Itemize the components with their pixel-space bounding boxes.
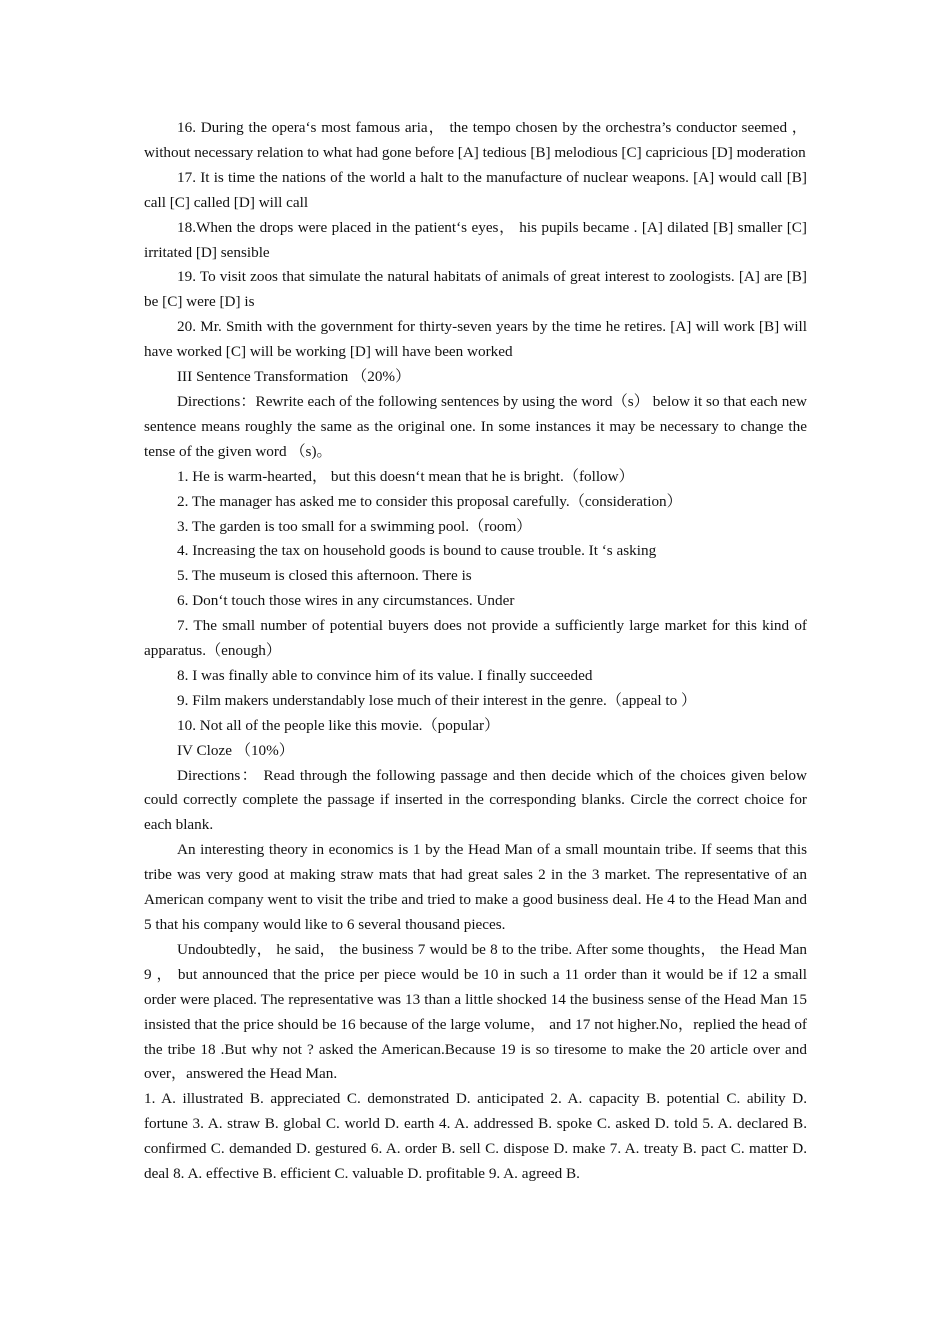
transformation-item-4: 4. Increasing the tax on household goods is bound to cause trouble. It ‘s asking: [177, 542, 657, 560]
cloze-options-block: 1. A. illustrated B. appreciated C. demonstrated D. anticipated 2. A. capacity B. potential C. ability D. fortune 3. A. straw B. global C. world D. earth 4. A. addressed B. spoke C. asked D. told 5. A. declared B. confirmed C. demanded D. gestured 6. A. order B. sell C. dispose D. make 7. A. treaty B. pact C. matter D. deal 8. A. effective B. efficient C. valuable D. profitable 9. A. agreed B.: [144, 1090, 807, 1183]
cloze-passage-paragraph-2: Undoubtedly， he said， the business 7 would be 8 to the tribe. After some thoughts， the Head Man 9 ， but announced that the price per piece would be 10 in such a 11 order than it would be if 12 a small order were placed. The representative was 13 than a little shocked 14 the business sense of the Head Man 15 insisted that the price should be 16 because of the large volume， and 17 not higher.No，replied the head of the tribe 18 .But why not ? asked the American.Because 19 is so tiresome to make the 20 article over and over，answered the Head Man.: [144, 940, 807, 1083]
document-page: [144, 116, 807, 1187]
cloze-passage-paragraph-1: An interesting theory in economics is 1 by the Head Man of a small mountain tribe. If seems that this tribe was very good at making straw mats that had great sales 2 in the 3 market. The representative of an American company went to visit the tribe and tried to make a good business deal. He 4 to the Head Man and 5 that his company would like to 6 several thousand pieces.: [144, 841, 807, 933]
section-heading-cloze: IV Cloze （10%）: [177, 741, 294, 759]
question-16: 16. During the opera‘s most famous aria， the tempo chosen by the orchestra’s conductor seemed ， without necessary relation to what had gone before [A] tedious [B] melodious [C] capricious [D] moderation: [144, 119, 807, 161]
transformation-item-3: 3. The garden is too small for a swimming pool.（room）: [177, 517, 532, 535]
transformation-item-2: 2. The manager has asked me to consider this proposal carefully.（consideration）: [177, 492, 682, 510]
question-18: 18.When the drops were placed in the patient‘s eyes， his pupils became . [A] dilated [B] smaller [C] irritated [D] sensible: [144, 218, 807, 261]
transformation-item-7: 7. The small number of potential buyers does not provide a sufficiently large market for this kind of apparatus.（enough）: [144, 617, 807, 660]
transformation-item-1: 1. He is warm-hearted， but this doesn‘t mean that he is bright.（follow）: [177, 467, 634, 485]
transformation-item-8: 8. I was finally able to convince him of its value. I finally succeeded: [177, 666, 593, 684]
question-19: 19. To visit zoos that simulate the natural habitats of animals of great interest to zoologists. [A] are [B] be [C] were [D] is: [144, 268, 807, 311]
question-20: 20. Mr. Smith with the government for thirty-seven years by the time he retires. [A] will work [B] will have worked [C] will be working [D] will have been worked: [144, 318, 807, 361]
transformation-item-9: 9. Film makers understandably lose much of their interest in the genre.（appeal to ）: [177, 691, 697, 709]
transformation-item-6: 6. Don‘t touch those wires in any circumstances. Under: [177, 592, 515, 610]
transformation-item-10: 10. Not all of the people like this movie.（popular）: [177, 716, 500, 734]
question-17: 17. It is time the nations of the world a halt to the manufacture of nuclear weapons. [A] would call [B] call [C] called [D] will call: [144, 168, 807, 211]
directions-sentence-transformation: Directions：Rewrite each of the following sentences by using the word（s） below it so that each new sentence means roughly the same as the original one. In some instances it may be necessary to change the tense of the given word （s)。: [144, 392, 807, 460]
section-heading-sentence-transformation: III Sentence Transformation （20%）: [177, 368, 411, 386]
directions-cloze: Directions： Read through the following passage and then decide which of the choices given below could correctly complete the passage if inserted in the corresponding blanks. Circle the correct choice for each blank.: [144, 766, 807, 834]
transformation-item-5: 5. The museum is closed this afternoon. There is: [177, 567, 472, 585]
